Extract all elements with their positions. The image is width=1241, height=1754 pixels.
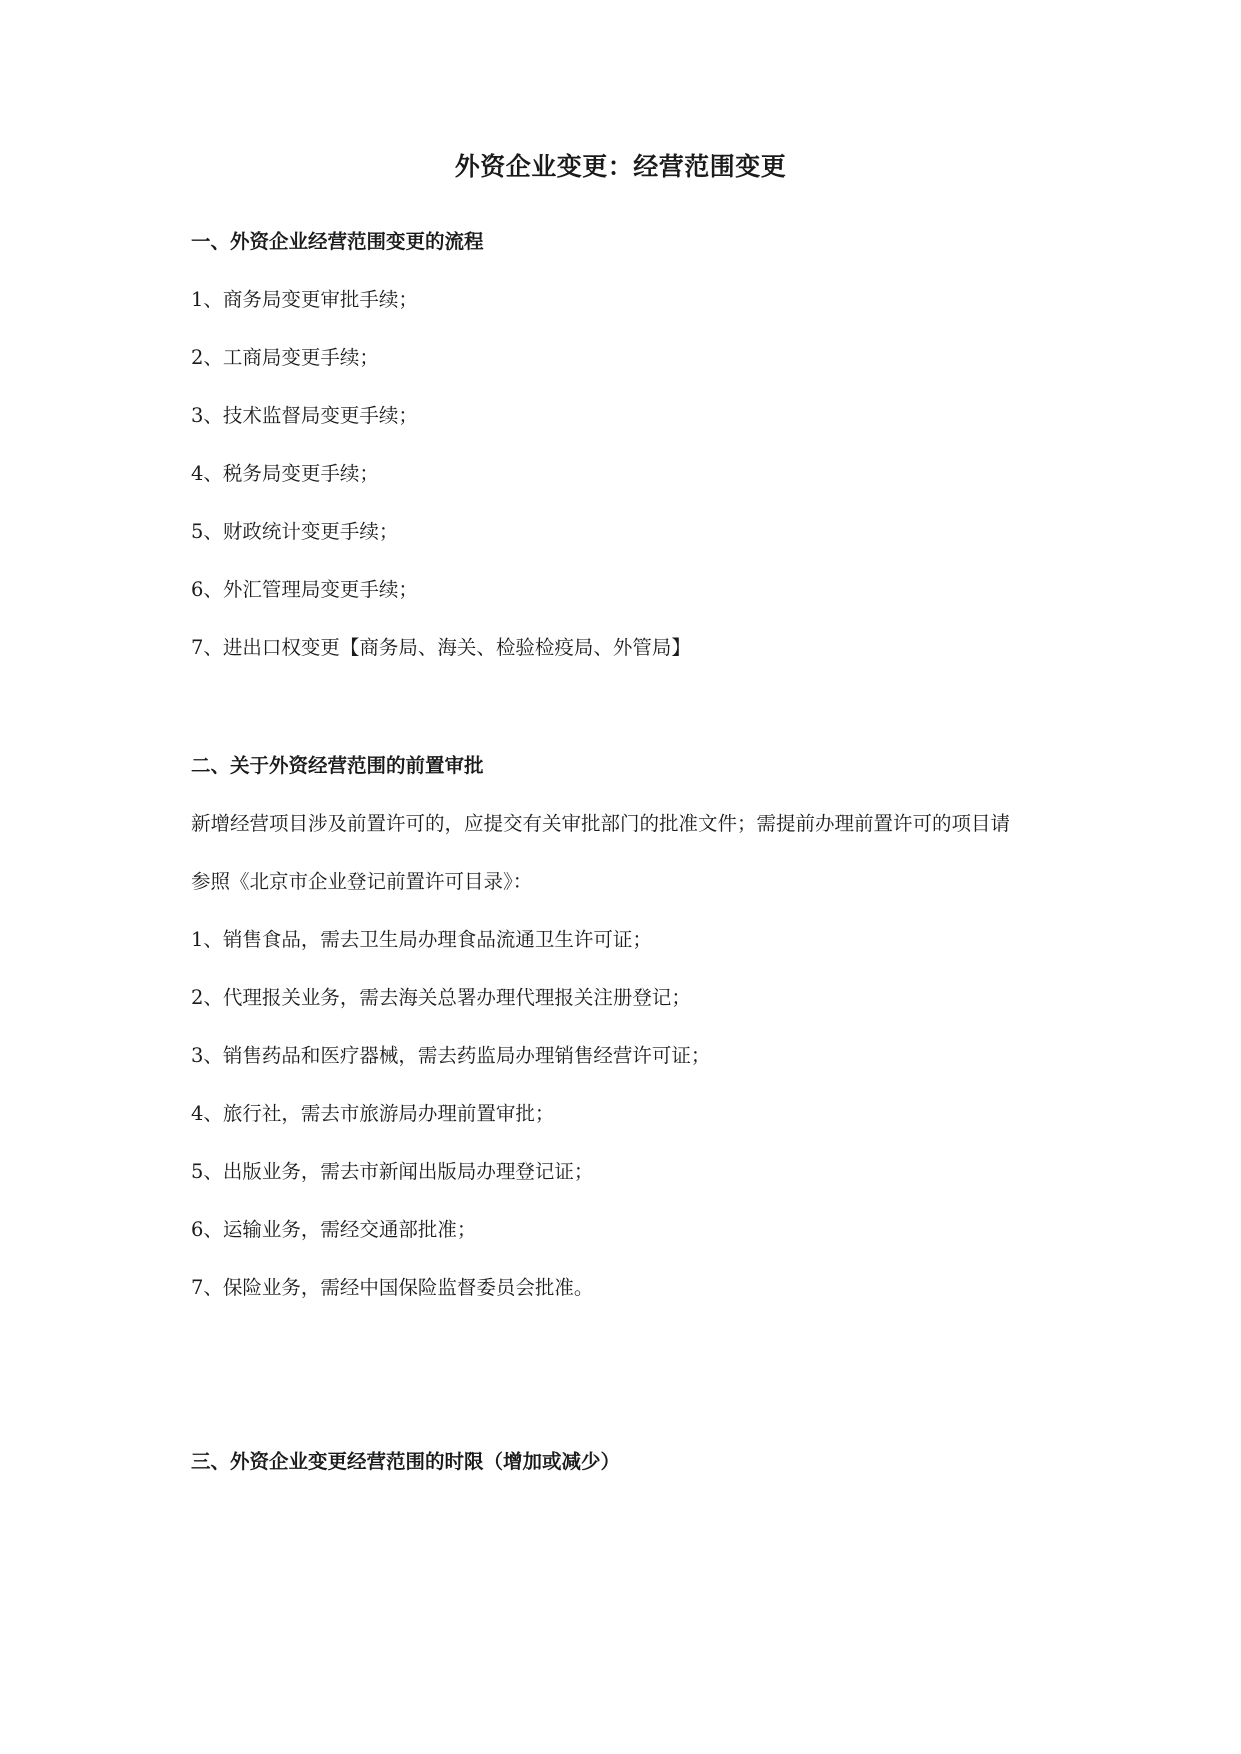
paragraph-line: 参照《北京市企业登记前置许可目录》： <box>191 870 533 893</box>
list-item: 3、技术监督局变更手续； <box>191 404 418 427</box>
section-heading-1: 一、外资企业经营范围变更的流程 <box>191 230 484 253</box>
list-item: 7、进出口权变更【商务局、海关、检验检疫局、外管局】 <box>191 636 691 659</box>
list-item: 4、旅行社，需去市旅游局办理前置审批； <box>191 1102 555 1125</box>
list-item: 6、运输业务，需经交通部批准； <box>191 1218 477 1241</box>
list-item: 7、保险业务，需经中国保险监督委员会批准。 <box>191 1276 594 1299</box>
list-item: 3、销售药品和医疗器械，需去药监局办理销售经营许可证； <box>191 1044 711 1067</box>
list-item: 2、代理报关业务，需去海关总署办理代理报关注册登记； <box>191 986 691 1009</box>
paragraph-line: 新增经营项目涉及前置许可的，应提交有关审批部门的批准文件；需提前办理前置许可的项目请 <box>191 812 1011 835</box>
list-item: 6、外汇管理局变更手续； <box>191 578 418 601</box>
section-heading-2: 二、关于外资经营范围的前置审批 <box>191 754 484 777</box>
list-item: 5、财政统计变更手续； <box>191 520 399 543</box>
list-item: 1、商务局变更审批手续； <box>191 288 418 311</box>
list-item: 5、出版业务，需去市新闻出版局办理登记证； <box>191 1160 594 1183</box>
list-item: 1、销售食品，需去卫生局办理食品流通卫生许可证； <box>191 928 652 951</box>
document-title: 外资企业变更：经营范围变更 <box>454 152 787 181</box>
list-item: 2、工商局变更手续； <box>191 346 379 369</box>
section-heading-3: 三、外资企业变更经营范围的时限（增加或减少） <box>191 1450 621 1473</box>
list-item: 4、税务局变更手续； <box>191 462 379 485</box>
